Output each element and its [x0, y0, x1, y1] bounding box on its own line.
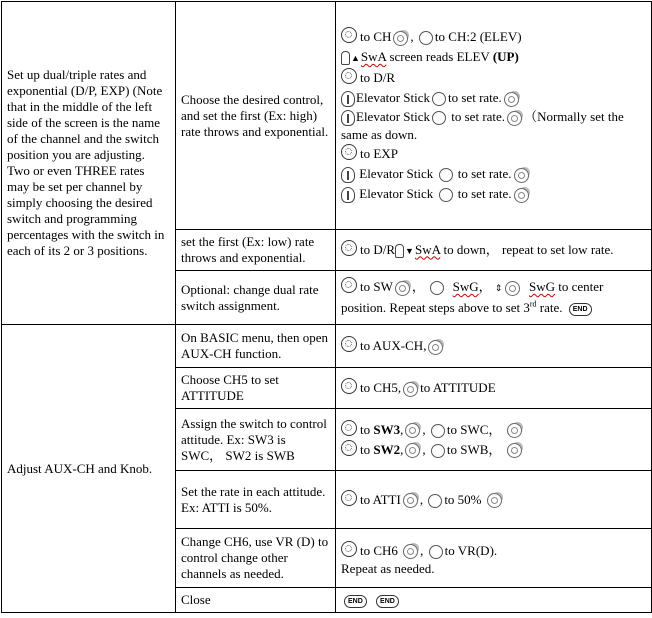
instruction-line: Repeat as needed.: [341, 560, 435, 576]
step-description: set the first (Ex: low) rate throws and exponential.: [176, 230, 336, 271]
dial-icon: [341, 277, 357, 293]
end-button-icon: END: [569, 303, 592, 316]
step-description: Choose the desired control, and set the first (Ex: high) rate throws and exponential.: [176, 2, 336, 230]
push-icon: [514, 188, 529, 203]
step-instructions: [336, 409, 652, 471]
dial-icon: [341, 68, 357, 84]
instruction-line: to SW ， SwG， ⇕ SwG to center: [341, 277, 646, 298]
instruction-line: to ATTI , to 50%: [341, 490, 646, 510]
step-instructions: [336, 271, 652, 325]
end-button-icon: END: [376, 595, 399, 608]
dial-icon: [341, 420, 357, 436]
instruction-line: to CH , to CH:2 (ELEV): [341, 27, 646, 47]
dial-icon: [341, 144, 357, 160]
push-icon: [395, 281, 410, 296]
push-icon: [507, 443, 522, 458]
rotate-icon: [429, 545, 443, 559]
instruction-line: to CH5, to ATTITUDE: [341, 378, 646, 398]
section-title: Adjust AUX-CH and Knob.: [2, 325, 176, 613]
switch-icon: [395, 244, 404, 258]
rotate-icon: [439, 168, 453, 182]
instruction-line: to D/R: [341, 68, 646, 88]
step-instructions: [336, 2, 652, 230]
up-down-arrow-icon: ⇕: [494, 283, 503, 293]
step-description: Assign the switch to control attitude. Ex: SW3 is SWC， SW2 is SWB: [176, 409, 336, 471]
end-button-icon: END: [344, 595, 367, 608]
instruction-line: to SW2, , to SWB，: [341, 440, 646, 460]
dial-icon: [341, 240, 357, 256]
table-row: [2, 325, 652, 368]
rotate-icon: [431, 424, 445, 438]
push-icon: [487, 493, 502, 508]
stick-down-icon: [341, 110, 355, 126]
instruction-line: Elevator Stick to set rate.: [341, 164, 646, 184]
push-icon: [405, 423, 420, 438]
switch-icon: [341, 51, 350, 65]
instruction-line: to CH6 , to VR(D).: [341, 541, 646, 561]
stick-up-icon: [341, 167, 355, 183]
push-icon: [428, 340, 443, 355]
rotate-icon: [419, 31, 433, 45]
instruction-line: to SW3, , to SWC，: [341, 420, 646, 440]
instruction-table: [1, 1, 652, 613]
arrow-up-icon: ▲: [351, 52, 360, 63]
rotate-icon: [432, 92, 446, 106]
step-description: On BASIC menu, then open AUX-CH function.: [176, 325, 336, 368]
step-instructions: [336, 368, 652, 409]
dial-icon: [341, 27, 357, 43]
dial-icon: [341, 541, 357, 557]
instruction-line: to AUX-CH,: [341, 336, 646, 356]
step-description: Set the rate in each attitude. Ex: ATTI is 50%.: [176, 471, 336, 529]
push-icon: [505, 281, 520, 296]
step-instructions: [336, 588, 652, 613]
rotate-icon: [430, 281, 444, 295]
step-description: Optional: change dual rate switch assignment.: [176, 271, 336, 325]
instruction-line: to D/R ▼SwA to down， repeat to set low rate.: [341, 240, 646, 261]
push-icon: [514, 168, 529, 183]
step-description: Change CH6, use VR (D) to control change other channels as needed.: [176, 529, 336, 588]
push-icon: [507, 111, 522, 126]
stick-up-icon: [341, 91, 355, 107]
rotate-icon: [428, 494, 442, 508]
rotate-icon: [432, 111, 446, 125]
step-description: Close: [176, 588, 336, 613]
stick-down-icon: [341, 187, 355, 203]
step-instructions: [336, 471, 652, 529]
section-title: Set up dual/triple rates and exponential (D/P, EXP) (Note that in the middle of the left side of the screen is the name of the channel and the switch position you are adjusting. Two or even THREE rates may be set per channel by simply choosing the desired switch and programming percentages with the switch in each of its 2 or 3 positions.: [2, 2, 176, 325]
push-icon: [403, 544, 418, 559]
dial-icon: [341, 336, 357, 352]
push-icon: [393, 31, 408, 46]
push-icon: [403, 493, 418, 508]
instruction-line: Elevator Stick to set rate.: [341, 88, 646, 108]
rotate-icon: [431, 444, 445, 458]
push-icon: [403, 382, 418, 397]
dial-icon: [341, 490, 357, 506]
rotate-icon: [439, 188, 453, 202]
step-instructions: [336, 325, 652, 368]
dial-icon: [341, 440, 357, 456]
step-instructions: [336, 230, 652, 271]
instruction-line: to EXP: [341, 144, 646, 164]
dial-icon: [341, 378, 357, 394]
push-icon: [504, 92, 519, 107]
step-description: Choose CH5 to set ATTITUDE: [176, 368, 336, 409]
push-icon: [405, 443, 420, 458]
instruction-line: ▲SwA screen reads ELEV (UP): [341, 47, 646, 68]
table-row: [2, 2, 652, 230]
arrow-down-icon: ▼: [405, 245, 414, 256]
instruction-line: Elevator Stick to set rate. （Normally set the same as down.: [341, 108, 624, 142]
instruction-line: Elevator Stick to set rate.: [341, 184, 646, 204]
instruction-line: position. Repeat steps above to set 3rd rate. END: [341, 298, 646, 318]
push-icon: [507, 423, 522, 438]
step-instructions: [336, 529, 652, 588]
